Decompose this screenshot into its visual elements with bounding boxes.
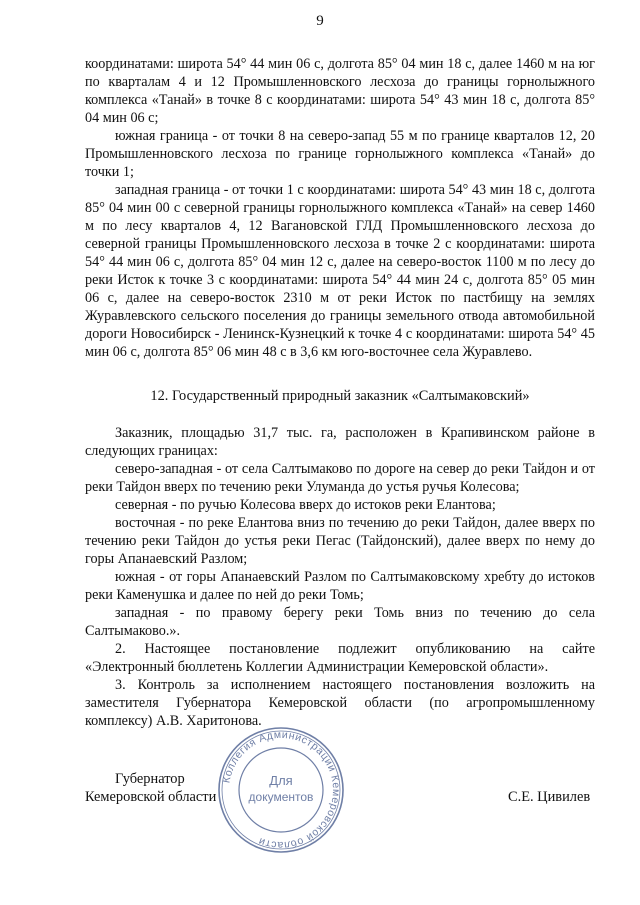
svg-text:Коллегия Администрации Кемеров: Коллегия Администрации Кемеровской области	[220, 728, 343, 852]
paragraph: южная - от горы Апанаевский Разлом по Салтымаковскому хребту до истоков реки Каменушка и далее по ней до реки Томь;	[85, 569, 595, 603]
section-heading: 12. Государственный природный заказник «Салтымаковский»	[150, 388, 530, 404]
paragraph: координатами: широта 54° 44 мин 06 с, долгота 85° 04 мин 18 с, далее 1460 м на юг по кварталам 4 и 12 Промышленновского лесхоза до границы горнолыжного комплекса «Танай» в точке 8 с координатами: широта 54° 43 мин 18 с, долгота 85° 04 мин 06 с;	[85, 56, 595, 126]
paragraph: западная граница - от точки 1 с координатами: широта 54° 43 мин 18 с, долгота 85° 04 мин 00 с северной границы горнолыжного комплекса «Танай» на север 1460 м по лесу кварталов 4, 12 Вагановской ГЛД Промышленновского лесхоза до северной границы Промышленновского лесхоза в точке 2 с координатами: широта 54° 44 мин 06 с, долгота 85° 04 мин 12 с, далее на северо-восток 1100 м по лесу до реки Исток к точке 3 с координатами: широта 54° 44 мин 24 с, долгота 85° 05 мин 06 с, далее на северо-восток 2310 м от реки Исток по пастбищу на землях Журавлевского сельского поселения до границы земельного отвода автомобильной дороги Новосибирск - Ленинск-Кузнецкий к точке 4 с координатами: широта 54° 45 мин 06 с, долгота 85° 06 мин 48 с в 3,6 км юго-восточнее села Журавлево.	[85, 182, 595, 360]
paragraph: 3. Контроль за исполнением настоящего постановления возложить на заместителя Губернатора Кемеровской области (по агропромышленному комплексу) А.В. Харитонова.	[85, 677, 595, 729]
paragraph: северная - по ручью Колесова вверх до истоков реки Елантова;	[115, 497, 496, 513]
signature-region: Кемеровской области	[85, 789, 217, 805]
stamp-seal	[216, 725, 346, 855]
paragraph: Заказник, площадью 31,7 тыс. га, расположен в Крапивинском районе в следующих границах:	[85, 425, 595, 459]
signature-title: Губернатор	[115, 771, 185, 787]
text-block-part1	[85, 55, 595, 361]
page-number: 9	[316, 13, 324, 29]
paragraph: восточная - по реке Елантова вниз по течению до реки Тайдон, далее вверх по течению реки Тайдон до устья реки Пегас (Тайдонский), далее вверх по нему до горы Апанаевский Разлом;	[85, 515, 595, 567]
signature-name: С.Е. Цивилев	[508, 789, 591, 805]
paragraph: южная граница - от точки 8 на северо-запад 55 м по границе кварталов 12, 20 Промышленновского лесхоза по границе горнолыжного комплекса «Танай» до точки 1;	[85, 128, 595, 180]
paragraph: западная - по правому берегу реки Томь вниз по течению до села Салтымаково.».	[85, 605, 595, 639]
svg-text:Для: Для	[269, 773, 293, 788]
paragraph: северо-западная - от села Салтымаково по дороге на север до реки Тайдон и от реки Тайдон вверх по течению реки Улуманда до устья ручья Колесова;	[85, 461, 595, 495]
svg-text:документов: документов	[248, 790, 314, 804]
paragraph: 2. Настоящее постановление подлежит опубликованию на сайте «Электронный бюллетень Коллегии Администрации Кемеровской области».	[85, 641, 595, 675]
text-block-part2	[85, 424, 595, 730]
